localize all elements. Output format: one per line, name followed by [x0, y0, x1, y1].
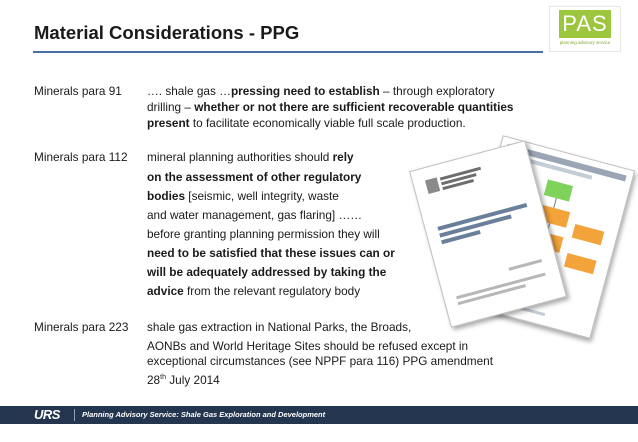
para-91-text: to facilitate economically viable full scale production.: [189, 116, 466, 130]
para-112-line-4: and water management, gas flaring] ……: [147, 208, 363, 222]
para-112-text: mineral planning authorities should: [147, 150, 333, 164]
para-112-text: [seismic, well integrity, waste: [185, 189, 339, 203]
para-223-date-rest: July 2014: [165, 373, 220, 387]
para-112-emphasis: rely: [332, 150, 354, 164]
para-223-date-suffix: th: [160, 374, 166, 382]
para-223-line-4: [147, 373, 220, 387]
title-divider: [33, 51, 543, 53]
para-91-emphasis: whether or not there are sufficient recoverable quantities: [194, 100, 514, 114]
para-112-line-1: [147, 150, 354, 164]
para-223-line-1: shale gas extraction in National Parks, the Broads,: [147, 320, 412, 334]
para-91-text: drilling –: [147, 100, 195, 114]
para-91-emphasis: present: [147, 116, 190, 130]
footer-divider: [74, 409, 75, 421]
pas-logo-subtitle: planning advisory service: [559, 40, 611, 45]
para-112-line-7: will be adequately addressed by taking the: [147, 265, 387, 279]
section-label-para-112: Minerals para 112: [34, 150, 128, 164]
para-112-emphasis: bodies: [147, 189, 186, 203]
para-91-line-2: [147, 100, 513, 114]
para-112-line-6: need to be satisfied that these issues can or: [147, 246, 395, 260]
pas-logo-mark: PAS: [559, 10, 611, 38]
para-91-text: – through exploratory: [379, 84, 495, 98]
para-112-line-3: [147, 189, 339, 203]
para-223-line-2: AONBs and World Heritage Sites should be refused except in: [147, 339, 469, 353]
section-label-para-223: Minerals para 223: [34, 320, 129, 334]
para-91-emphasis: pressing need to establish: [230, 84, 380, 98]
para-223-date-day: 28: [147, 373, 161, 387]
para-91-line-1: [147, 84, 495, 98]
para-112-emphasis: advice: [147, 284, 184, 298]
urs-logo: URS: [34, 407, 60, 422]
section-label-para-91: Minerals para 91: [34, 84, 122, 98]
para-112-text: from the relevant regulatory body: [183, 284, 361, 298]
slide-title: Material Considerations - PPG: [34, 22, 300, 43]
para-112-line-5: before granting planning permission they will: [147, 227, 380, 241]
footer-text: Planning Advisory Service: Shale Gas Exploration and Development: [82, 410, 326, 419]
para-91-line-3: [147, 116, 466, 130]
para-112-line-8: [147, 284, 360, 298]
para-91-text: …. shale gas …: [147, 84, 231, 98]
para-223-line-3: exceptional circumstances (see NPPF para 116) PPG amendment: [147, 354, 493, 368]
para-112-line-2: on the assessment of other regulatory: [147, 170, 362, 184]
pas-logo: [549, 6, 621, 52]
